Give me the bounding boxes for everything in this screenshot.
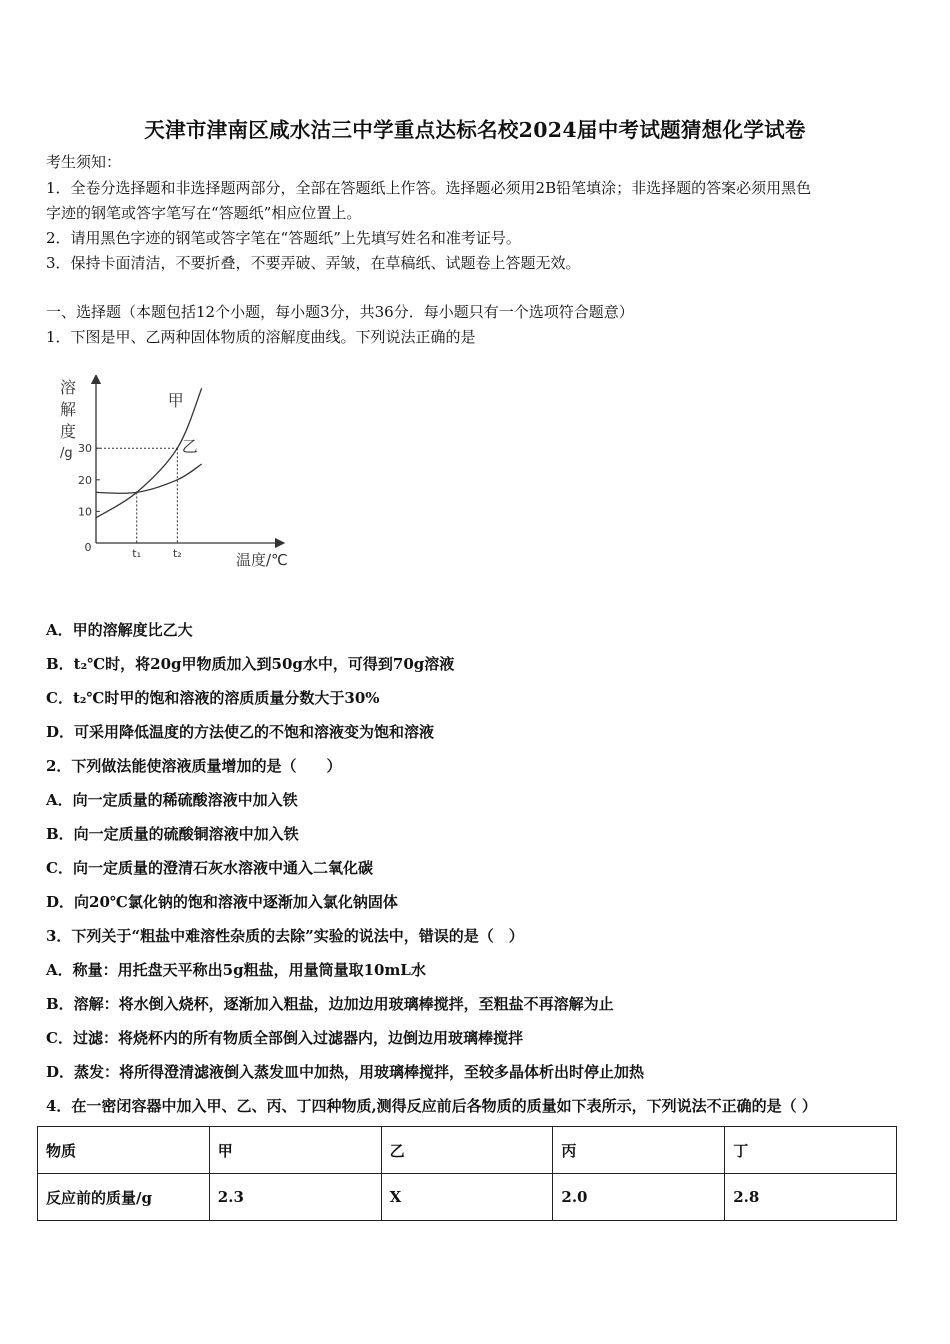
y-tick-label: 10 xyxy=(78,505,92,519)
table-cell: X xyxy=(381,1174,553,1221)
q1-stem: 1．下图是甲、乙两种固体物质的溶解度曲线。下列说法正确的是 xyxy=(46,328,476,346)
q2-option-b: B．向一定质量的硫酸铜溶液中加入铁 xyxy=(46,825,299,843)
table-header-cell: 丙 xyxy=(553,1127,725,1174)
series-label: 甲 xyxy=(167,391,184,411)
q1-option-c: C．t₂℃时甲的饱和溶液的溶质质量分数大于30% xyxy=(46,689,380,707)
y-label-char: 溶 xyxy=(60,378,77,397)
table-header-row xyxy=(38,1127,897,1174)
q4-stem: 4．在一密闭容器中加入甲、乙、丙、丁四种物质,测得反应前后各物质的质量如下表所示，下列说法不正确的是（ ） xyxy=(46,1097,817,1115)
table-header-cell: 丁 xyxy=(725,1127,897,1174)
table-cell: 2.8 xyxy=(725,1174,897,1221)
q2-option-c: C．向一定质量的澄清石灰水溶液中通入二氧化碳 xyxy=(46,859,373,877)
q3-option-a: A．称量：用托盘天平称出5g粗盐，用量筒量取10mL水 xyxy=(46,961,426,979)
y-label-char: 度 xyxy=(60,422,77,441)
x-tick-label: t₂ xyxy=(172,547,182,560)
table-cell: 2.0 xyxy=(553,1174,725,1221)
y-label-char: /g xyxy=(60,446,73,461)
notice-item-1-cont: 字迹的钢笔或答字笔写在“答题纸”相应位置上。 xyxy=(46,204,362,222)
y-tick-label: 30 xyxy=(78,442,92,456)
notice-heading: 考生须知： xyxy=(46,153,122,171)
q1-option-b: B．t₂℃时，将20g甲物质加入到50g水中，可得到70g溶液 xyxy=(46,655,455,673)
table-header-cell: 乙 xyxy=(381,1127,553,1174)
y-axis-label xyxy=(60,378,76,461)
curve-yi xyxy=(96,464,202,493)
table-header-cell: 物质 xyxy=(38,1127,210,1174)
mass-table xyxy=(37,1126,897,1221)
q3-option-d: D．蒸发：将所得澄清滤液倒入蒸发皿中加热，用玻璃棒搅拌，至较多晶体析出时停止加热 xyxy=(46,1063,645,1081)
q1-option-a: A．甲的溶解度比乙大 xyxy=(46,621,193,639)
notice-item-2: 2．请用黑色字迹的钢笔或答字笔在“答题纸”上先填写姓名和准考证号。 xyxy=(46,229,521,247)
q3-option-b: B．溶解：将水倒入烧杯，逐渐加入粗盐，边加边用玻璃棒搅拌，至粗盐不再溶解为止 xyxy=(46,995,614,1013)
q3-stem: 3．下列关于“粗盐中难溶性杂质的去除”实验的说法中，错误的是（ ） xyxy=(46,927,524,945)
table-cell: 2.3 xyxy=(209,1174,381,1221)
q3-option-c: C．过滤：将烧杯内的所有物质全部倒入过滤器内，边倒边用玻璃棒搅拌 xyxy=(46,1029,523,1047)
q2-option-d: D．向20℃氯化钠的饱和溶液中逐渐加入氯化钠固体 xyxy=(46,893,398,911)
table-header-cell: 甲 xyxy=(209,1127,381,1174)
section-heading: 一、选择题（本题包括12个小题，每小题3分，共36分．每小题只有一个选项符合题意） xyxy=(46,303,634,321)
q2-stem: 2．下列做法能使溶液质量增加的是（ ） xyxy=(46,757,342,775)
y-label-char: 解 xyxy=(60,400,77,419)
table-row xyxy=(38,1174,897,1221)
x-axis-label: 温度/℃ xyxy=(236,551,288,569)
q2-option-a: A．向一定质量的稀硫酸溶液中加入铁 xyxy=(46,791,298,809)
x-tick-label: t₁ xyxy=(132,547,142,560)
origin-label: 0 xyxy=(84,541,92,554)
series-label: 乙 xyxy=(181,437,198,456)
notice-item-3: 3．保持卡面清洁，不要折叠，不要弄破、弄皱，在草稿纸、试题卷上答题无效。 xyxy=(46,254,581,272)
page-title: 天津市津南区咸水沽三中学重点达标名校2024届中考试题猜想化学试卷 xyxy=(144,118,806,142)
y-tick-label: 20 xyxy=(78,473,92,487)
solubility-curve-chart xyxy=(58,375,298,575)
table-cell: 反应前的质量/g xyxy=(38,1174,210,1221)
q1-option-d: D．可采用降低温度的方法使乙的不饱和溶液变为饱和溶液 xyxy=(46,723,435,741)
notice-item-1: 1．全卷分选择题和非选择题两部分，全部在答题纸上作答。选择题必须用2B铅笔填涂；非选择题的答案必须用黑色 xyxy=(46,179,812,197)
